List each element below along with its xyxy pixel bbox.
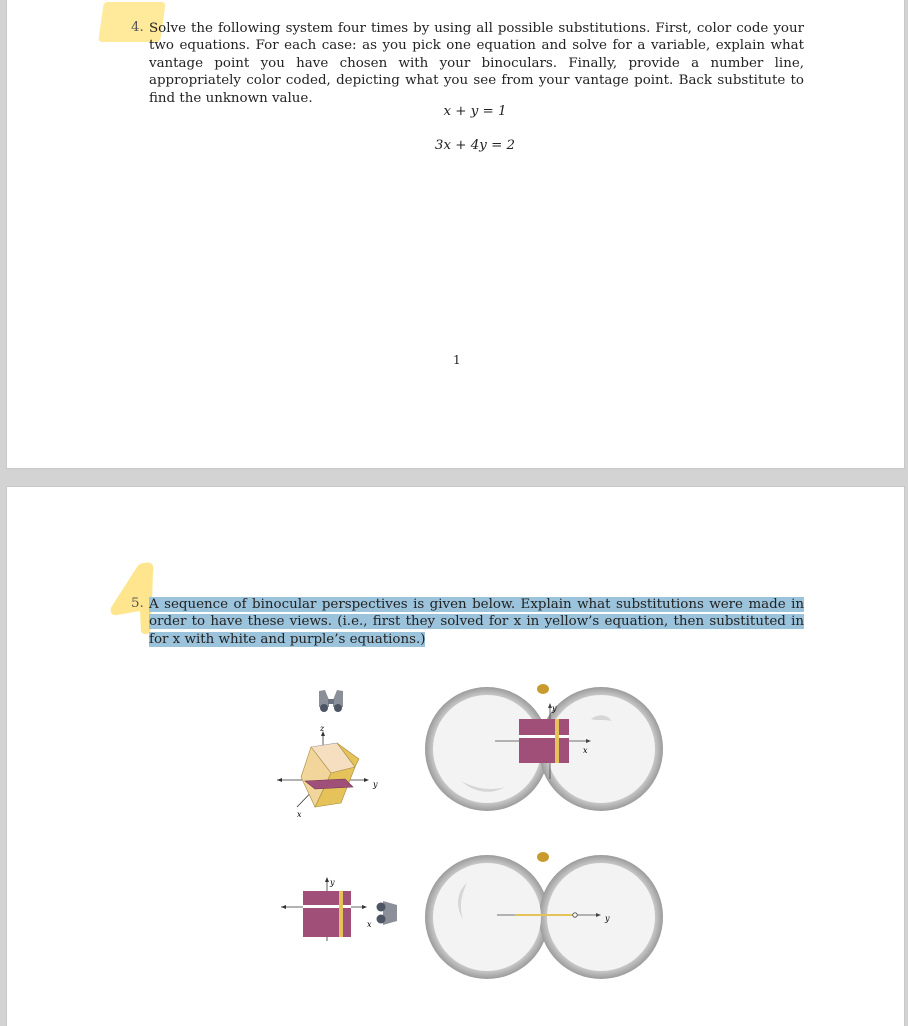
binoculars-icon bbox=[316, 687, 346, 713]
problem-5-text bbox=[149, 596, 804, 648]
binoculars-side-icon bbox=[375, 899, 401, 927]
three-d-planes-diagram bbox=[275, 725, 385, 827]
axis-x-label: x bbox=[297, 810, 302, 819]
view1-axis-y-label: y bbox=[552, 704, 557, 713]
document-page-1 bbox=[6, 0, 905, 469]
equation-2: 3x + 4y = 2 bbox=[434, 138, 516, 153]
view1-axis-x-label: x bbox=[583, 746, 588, 755]
document-page-2 bbox=[6, 486, 905, 1026]
binocular-view-1 bbox=[421, 683, 667, 815]
problem-5-number: 5. bbox=[131, 596, 144, 611]
plane2-axis-x-label: x bbox=[367, 920, 372, 929]
selected-text-highlight[interactable]: A sequence of binocular perspectives is given below. Explain what substitutions were made in order to have these views. (i.e., first they solved for x in yellow’s equation, then substituted in for x with white and purple’s equations.) bbox=[149, 597, 804, 647]
problem-4-text: Solve the following system four times by using all possible substitutions. First, color code your two equations. For each case: as you pick one equation and solve for a variable, explain what vantage point you have chosen with your binoculars. Finally, provide a number line, appropriately color coded, depicting what you see from your vantage point. Back substitute to find the unknown value. bbox=[149, 21, 804, 106]
axis-y-label: y bbox=[373, 780, 378, 789]
equation-1: x + y = 1 bbox=[443, 104, 507, 119]
binocular-view-2 bbox=[421, 847, 667, 983]
plane2-axis-y-label: y bbox=[330, 878, 335, 887]
problem-4-number: 4. bbox=[131, 20, 144, 35]
page-number: 1 bbox=[453, 353, 461, 367]
view2-axis-y-label: y bbox=[605, 914, 610, 923]
axis-z-label: z bbox=[320, 725, 325, 733]
